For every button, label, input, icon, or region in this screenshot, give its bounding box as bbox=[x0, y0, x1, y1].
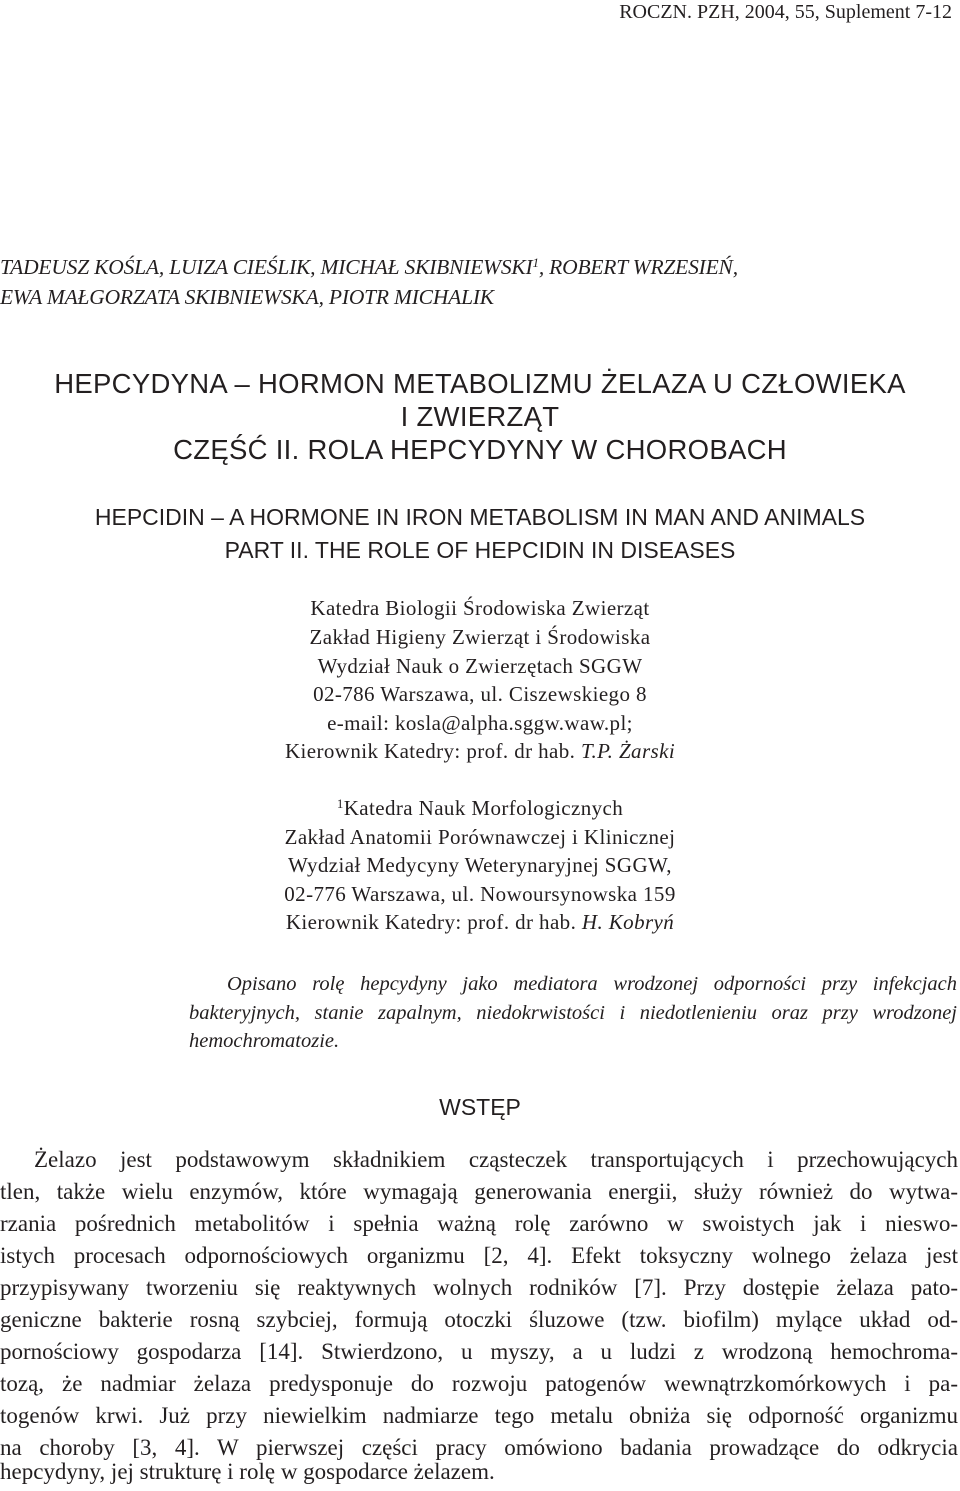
abstract-text: Opisano rolę hepcydyny jako mediatora wrodzonej odporności przy infekcjach bakteryjnych, stanie zapalnym, niedokrwistości i niedotlenieniu oraz przy wrodzonej hemochromatozie. bbox=[189, 973, 957, 1052]
affiliation-2-line-4: 02-776 Warszawa, ul. Nowoursynowska 159 bbox=[284, 882, 676, 906]
affiliation-2-head-title: Kierownik Katedry: prof. dr hab. bbox=[285, 910, 582, 934]
body-line: tlen, także wielu enzymów, które wymagają generowania energii, służy również do wytwa- bbox=[0, 1179, 958, 1204]
affiliation-2-line-1 bbox=[0, 794, 960, 826]
abstract bbox=[189, 970, 957, 1056]
title-english-line-1: HEPCIDIN – A HORMONE IN IRON METABOLISM IN MAN AND ANIMALS bbox=[94, 504, 866, 530]
body-line: istych procesach odpornościowych organizmu [2, 4]. Efekt toksyczny wolnego żelaza jest bbox=[0, 1243, 958, 1268]
authors-line-2: EWA MAŁGORZATA SKIBNIEWSKA, PIOTR MICHALIK bbox=[0, 285, 494, 309]
body-line: na choroby [3, 4]. W pierwszej części pracy omówiono badania prowadzące do odkrycia bbox=[0, 1435, 958, 1460]
affiliation-1-head-name: T.P. Żarski bbox=[580, 739, 676, 763]
affiliation-2-head bbox=[0, 908, 960, 937]
authors-names-b: , ROBERT WRZESIEŃ, bbox=[538, 255, 738, 279]
authors-names-a: TADEUSZ KOŚLA, LUIZA CIEŚLIK, MICHAŁ SKIBNIEWSKI bbox=[0, 255, 533, 279]
section-heading: WSTĘP bbox=[439, 1094, 521, 1120]
affiliation-2-line-3: Wydział Medycyny Weterynaryjnej SGGW, bbox=[288, 853, 672, 877]
body-line: tozą, że nadmiar żelaza predysponuje do rozwoju patogenów wewnątrzkomórkowych i pa- bbox=[0, 1371, 958, 1396]
title-english-line-2: PART II. THE ROLE OF HEPCIDIN IN DISEASES bbox=[224, 537, 736, 563]
affiliation-2-line-2: Zakład Anatomii Porównawczej i Klinicznej bbox=[284, 825, 676, 849]
authors-superscript: 1 bbox=[532, 255, 539, 270]
title-polish-line-3: CZĘŚĆ II. ROLA HEPCYDYNY W CHOROBACH bbox=[173, 434, 787, 465]
body-line: Żelazo jest podstawowym składnikiem cząsteczek transportujących i przechowujących bbox=[34, 1147, 958, 1172]
affiliation-1-line-1: Katedra Biologii Środowiska Zwierząt bbox=[310, 596, 650, 620]
affiliation-1-head-title: Kierownik Katedry: prof. dr hab. bbox=[284, 739, 581, 763]
affiliation-1-line-2: Zakład Higieny Zwierząt i Środowiska bbox=[309, 625, 651, 649]
body-line: togenów krwi. Już przy niewielkim nadmiarze tego metalu obniża się odporność organizmu bbox=[0, 1403, 958, 1428]
affiliation-1-line-3: Wydział Nauk o Zwierzętach SGGW bbox=[317, 654, 643, 678]
authors-line-1 bbox=[0, 252, 738, 285]
affiliation-2-line-1-text: Katedra Nauk Morfologicznych bbox=[343, 796, 624, 820]
affiliation-2-head-name: H. Kobryń bbox=[581, 910, 675, 934]
affiliation-1-email: e-mail: kosla@alpha.sggw.waw.pl; bbox=[327, 711, 633, 735]
body-line: przypisywany tworzeniu się reaktywnych wolnych rodników [7]. Przy dostępie żelaza pato- bbox=[0, 1275, 958, 1300]
title-polish-line-2: I ZWIERZĄT bbox=[400, 401, 560, 432]
body-line: geniczne bakterie rosną szybciej, formują otoczki śluzowe (tzw. biofilm) mylące układ od- bbox=[0, 1307, 958, 1332]
title-polish-line-1: HEPCYDYNA – HORMON METABOLIZMU ŻELAZA U CZŁOWIEKA bbox=[54, 368, 906, 399]
body-line: rzania pośrednich metabolitów i spełnia ważną rolę zarówno w swoistych jak i nieswo- bbox=[0, 1211, 958, 1236]
affiliation-1-line-4: 02-786 Warszawa, ul. Ciszewskiego 8 bbox=[313, 682, 647, 706]
affiliation-1-head bbox=[0, 737, 960, 766]
body-line: pornościowy gospodarza [14]. Stwierdzono, u myszy, a u ludzi z wrodzoną hemochroma- bbox=[0, 1339, 958, 1364]
affiliation-2-superscript: 1 bbox=[336, 796, 344, 811]
journal-citation: ROCZN. PZH, 2004, 55, Suplement 7-12 bbox=[619, 1, 952, 23]
body-line: hepcydyny, jej strukturę i rolę w gospodarce żelazem. bbox=[0, 1459, 495, 1484]
